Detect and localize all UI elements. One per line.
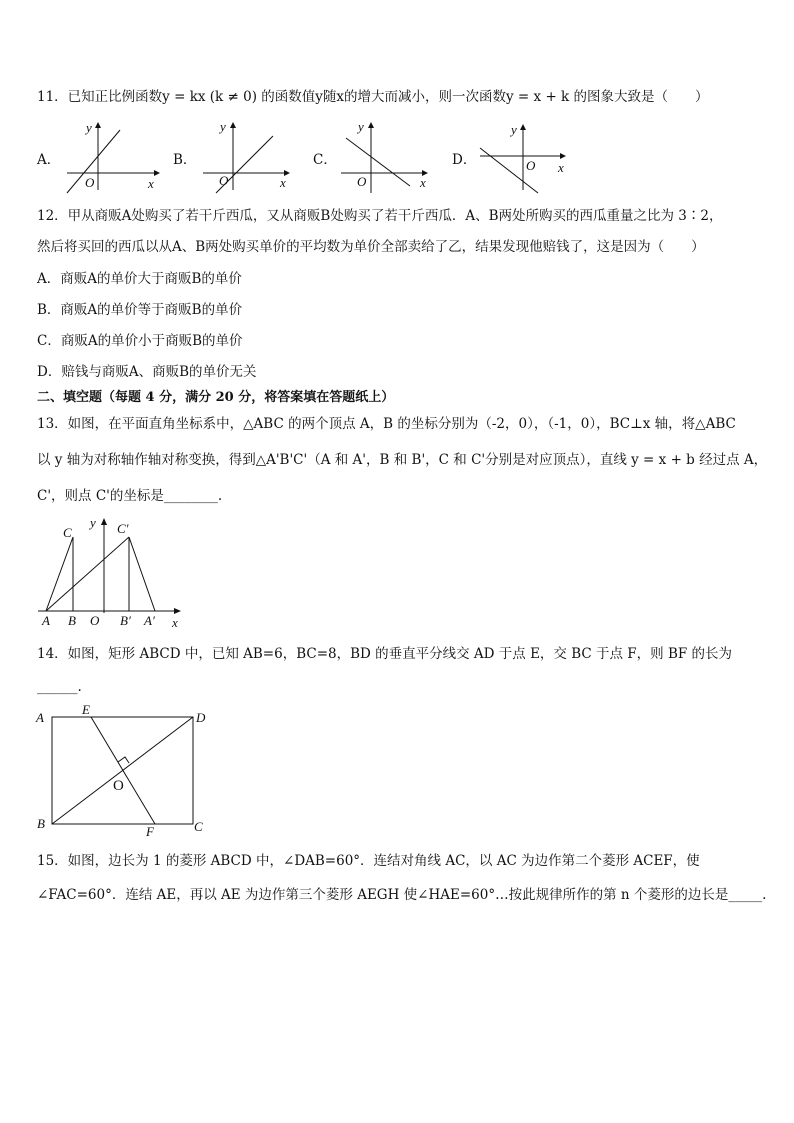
- q11-a-y-label: y: [86, 120, 92, 135]
- q11-d-y-label: y: [511, 122, 517, 137]
- q13-label-y: y: [90, 515, 96, 530]
- q14-label-b: B: [37, 816, 45, 831]
- q11-option-c-graph: [338, 118, 438, 193]
- q11-a-x-label: x: [148, 176, 154, 191]
- q11-b-origin-label: O: [219, 173, 229, 188]
- q12-option-a: A．商贩A的单价大于商贩B的单价: [37, 271, 242, 287]
- q15-line1: 15．如图，边长为 1 的菱形 ABCD 中，∠DAB=60°．连结对角线 AC，以 AC 为边作第二个菱形 ACEF，使: [37, 853, 700, 869]
- q11-option-b-graph: [198, 118, 298, 193]
- q11-stem: 11．已知正比例函数y = kx (k ≠ 0) 的函数值y随x的增大而减小，则一次函数y = x + k 的图象大致是（ ）: [37, 89, 709, 105]
- q13-label-a-prime: A′: [144, 613, 155, 628]
- q11-b-x-label: x: [280, 175, 286, 190]
- q11-c-x-label: x: [420, 175, 426, 190]
- q13-label-a: A: [42, 613, 50, 628]
- q13-line2: 以 y 轴为对称轴作轴对称变换，得到△A'B'C'（A 和 A'，B 和 B'，C 和 C'分别是对应顶点），直线 y = x + b 经过点 A，: [37, 452, 768, 468]
- q11-option-a-graph: [62, 118, 162, 193]
- q11-d-x-label: x: [558, 160, 564, 175]
- q13-label-c-prime: C′: [117, 521, 129, 536]
- q14-label-o: O: [113, 778, 124, 794]
- q11-option-c-label: C．: [313, 152, 337, 168]
- q11-option-a-label: A．: [37, 152, 61, 168]
- q11-option-d-graph: [476, 118, 576, 193]
- q13-label-b: B: [68, 613, 76, 628]
- q14-label-a: A: [36, 710, 44, 725]
- q14-label-c: C: [194, 819, 203, 834]
- q14-figure: [34, 700, 224, 840]
- q12-line1: 12．甲从商贩A处购买了若干斤西瓜，又从商贩B处购买了若干斤西瓜．A、B两处所购买的西瓜重量之比为 3∶2，: [37, 208, 723, 224]
- q14-label-f: F: [146, 824, 154, 839]
- q14-line1: 14．如图，矩形 ABCD 中，已知 AB=6，BC=8，BD 的垂直平分线交 AD 于点 E，交 BC 于点 F，则 BF 的长为: [37, 646, 733, 662]
- q12-option-d: D．赔钱与商贩A、商贩B的单价无关: [37, 364, 257, 380]
- q12-option-b: B．商贩A的单价等于商贩B的单价: [37, 302, 243, 318]
- q13-label-b-prime: B′: [120, 613, 131, 628]
- q11-option-b-label: B．: [173, 152, 197, 168]
- q11-b-y-label: y: [220, 119, 226, 134]
- q12-line2: 然后将买回的西瓜以从A、B两处购买单价的平均数为单价全部卖给了乙，结果发现他赔钱了，这是因为（ ）: [37, 239, 705, 255]
- q14-label-e: E: [82, 702, 90, 717]
- q13-line1: 13．如图，在平面直角坐标系中，△ABC 的两个顶点 A，B 的坐标分别为（-2，0），（-1，0），BC⊥x 轴，将△ABC: [37, 416, 736, 432]
- q11-c-y-label: y: [358, 119, 364, 134]
- q15-line2: ∠FAC=60°．连结 AE，再以 AE 为边作第三个菱形 AEGH 使∠HAE=60°…按此规律所作的第 n 个菱形的边长是_____.: [37, 887, 767, 903]
- q13-figure: [34, 515, 184, 633]
- q13-label-o: O: [90, 613, 100, 628]
- q11-option-d-label: D．: [452, 152, 477, 168]
- section-2-title: 二、填空题（每题 4 分，满分 20 分，将答案填在答题纸上）: [37, 390, 395, 405]
- q11-d-origin-label: O: [526, 158, 536, 173]
- q13-label-c: C: [63, 525, 72, 540]
- q11-c-origin-label: O: [357, 174, 367, 189]
- q14-label-d: D: [196, 710, 206, 725]
- q14-line2: ______.: [37, 679, 82, 695]
- q13-line3: C'，则点 C'的坐标是________.: [37, 488, 223, 504]
- q13-label-x: x: [172, 615, 178, 630]
- q12-option-c: C．商贩A的单价小于商贩B的单价: [37, 333, 243, 349]
- q11-a-origin-label: O: [85, 175, 95, 190]
